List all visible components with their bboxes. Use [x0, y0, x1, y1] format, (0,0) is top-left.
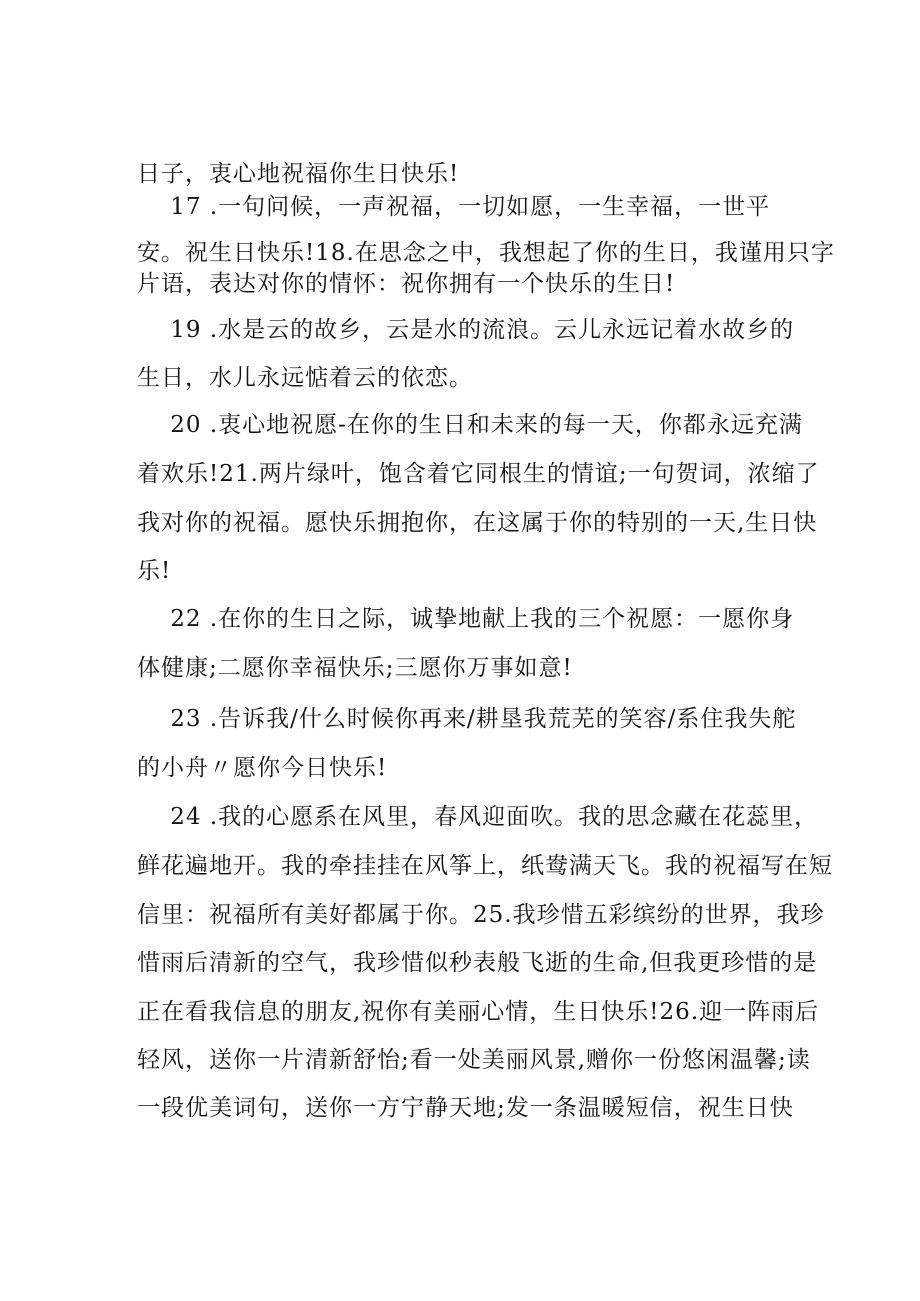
text-line: 信里：祝福所有美好都属于你。25.我珍惜五彩缤纷的世界，我珍 — [137, 902, 825, 928]
text-line: 片语，表达对你的情怀：祝你拥有一个快乐的生日! — [137, 271, 676, 297]
text-line: 我对你的祝福。愿快乐拥抱你，在这属于你的特别的一天,生日快 — [137, 510, 818, 536]
text-line: 着欢乐!21.两片绿叶，饱含着它同根生的情谊;一句贺词，浓缩了 — [137, 461, 820, 487]
text-line: 体健康;二愿你幸福快乐;三愿你万事如意! — [137, 655, 573, 681]
text-line: 惜雨后清新的空气，我珍惜似秒表般飞逝的生命,但我更珍惜的是 — [137, 950, 818, 976]
text-line: 正在看我信息的朋友,祝你有美丽心情，生日快乐!26.迎一阵雨后 — [137, 999, 820, 1025]
text-line: 生日，水儿永远惦着云的依恋。 — [137, 365, 473, 391]
text-line: 鲜花遍地开。我的牵挂挂在风筝上，纸鸯满天飞。我的祝福写在短 — [137, 853, 833, 879]
text-line: 20 .衷心地祝愿-在你的生日和未来的每一天，你都永远充满 — [137, 412, 803, 438]
text-line: 安。祝生日快乐!18.在思念之中，我想起了你的生日，我谨用只字 — [137, 240, 835, 266]
text-line: 的小舟〃愿你今日快乐! — [137, 755, 388, 781]
text-line: 乐! — [137, 558, 172, 584]
text-line: 17 .一句问候，一声祝福，一切如愿，一生幸福，一世平 — [137, 194, 771, 220]
text-line: 24 .我的心愿系在风里，春风迎面吹。我的思念藏在花蕊里， — [137, 804, 819, 830]
text-line: 22 .在你的生日之际，诚挚地献上我的三个祝愿：一愿你身 — [137, 606, 795, 632]
text-line: 23 .告诉我/什么时候你再来/耕垦我荒芜的笑容/系住我失舵 — [137, 706, 797, 732]
text-line: 19 .水是云的故乡，云是水的流浪。云儿永远记着水故乡的 — [137, 317, 795, 343]
text-line: 轻风，送你一片清新舒怡;看一处美丽风景,赠你一份悠闲温馨;读 — [137, 1047, 811, 1073]
text-line: 日子，衷心地祝福你生日快乐! — [137, 161, 460, 187]
text-line: 一段优美词句，送你一方宁静天地;发一条温暖短信，祝生日快 — [137, 1095, 794, 1121]
